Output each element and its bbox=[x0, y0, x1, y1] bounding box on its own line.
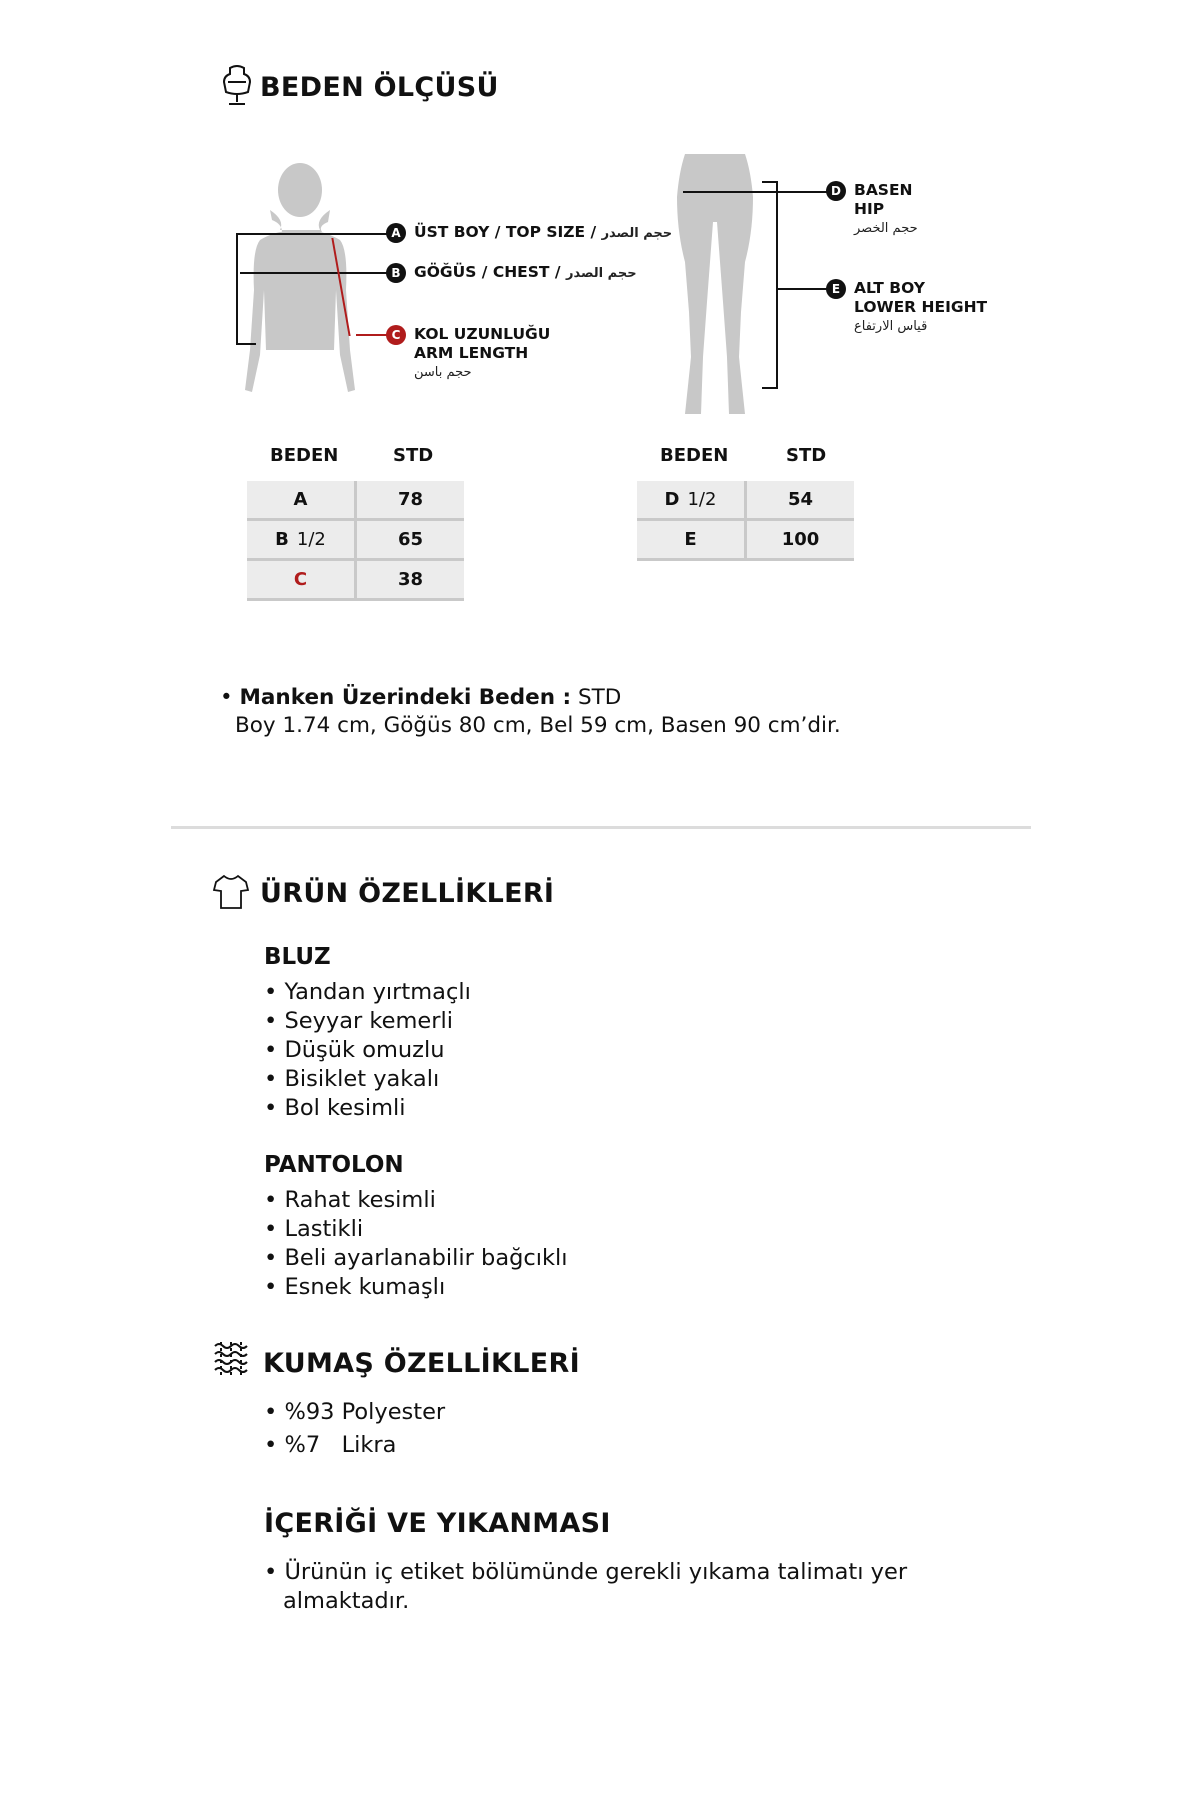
label-chest: GÖĞÜS / CHEST / حجم الصدر bbox=[414, 263, 637, 281]
badge-c: C bbox=[386, 325, 406, 345]
section-divider bbox=[171, 826, 1031, 829]
bluz-list bbox=[264, 978, 471, 1123]
list-item: • Seyyar kemerli bbox=[264, 1008, 453, 1034]
fabric-title: KUMAŞ ÖZELLİKLERİ bbox=[263, 1348, 580, 1379]
model-value: STD bbox=[571, 685, 622, 710]
product-title: ÜRÜN ÖZELLİKLERİ bbox=[260, 878, 555, 909]
line-e bbox=[776, 288, 828, 290]
badge-a: A bbox=[386, 223, 406, 243]
badge-e: E bbox=[826, 279, 846, 299]
bottom-table-size-d: D 1/2 bbox=[637, 481, 744, 518]
list-item: • Bol kesimli bbox=[264, 1095, 406, 1121]
list-item: • Rahat kesimli bbox=[264, 1187, 436, 1213]
bottom-bracket-bottom bbox=[762, 387, 778, 389]
top-table-size-c: C bbox=[247, 561, 354, 598]
list-item: • Düşük omuzlu bbox=[264, 1037, 445, 1063]
fabric-icon bbox=[213, 1340, 251, 1382]
top-table-header-beden: BEDEN bbox=[270, 445, 339, 466]
bottom-table-header-std: STD bbox=[786, 445, 827, 466]
label-hip: BASEN HIP حجم الخصر bbox=[854, 181, 918, 236]
top-table-value-b: 65 bbox=[357, 521, 464, 558]
size-chart-title: BEDEN ÖLÇÜSÜ bbox=[260, 72, 499, 103]
list-item: • %7 Likra bbox=[264, 1432, 397, 1458]
top-table-value-a: 78 bbox=[357, 481, 464, 518]
top-bracket-top bbox=[236, 233, 356, 235]
line-d bbox=[683, 191, 828, 193]
line-b bbox=[240, 272, 388, 274]
bottom-table-size-e: E bbox=[637, 521, 744, 558]
group-title-pantolon: PANTOLON bbox=[264, 1152, 404, 1178]
pantolon-list bbox=[264, 1186, 568, 1302]
top-table-header-std: STD bbox=[393, 445, 434, 466]
care-text: • Ürünün iç etiket bölümünde gerekli yıkama talimatı yer almaktadır. bbox=[264, 1559, 908, 1614]
badge-d: D bbox=[826, 181, 846, 201]
line-c-tick bbox=[356, 334, 388, 336]
label-arm-length: KOL UZUNLUĞU ARM LENGTH حجم باسن bbox=[414, 325, 551, 380]
top-table-size-b: B 1/2 bbox=[247, 521, 354, 558]
top-bracket bbox=[236, 233, 238, 345]
label-lower-height: ALT BOY LOWER HEIGHT قياس الارتفاع bbox=[854, 279, 988, 334]
badge-b: B bbox=[386, 263, 406, 283]
top-table-size-a: A bbox=[247, 481, 354, 518]
group-title-bluz: BLUZ bbox=[264, 944, 331, 970]
tshirt-icon bbox=[212, 874, 250, 914]
list-item: • Yandan yırtmaçlı bbox=[264, 979, 471, 1005]
label-top-size: ÜST BOY / TOP SIZE / حجم الصدر bbox=[414, 223, 673, 241]
model-label: Manken Üzerindeki Beden : bbox=[239, 685, 572, 710]
bottom-table-value-e: 100 bbox=[747, 521, 854, 558]
model-details: Boy 1.74 cm, Göğüs 80 cm, Bel 59 cm, Basen 90 cm’dir. bbox=[235, 713, 841, 738]
care-title: İÇERİĞİ VE YIKANMASI bbox=[264, 1508, 611, 1539]
top-silhouette bbox=[230, 160, 370, 404]
divider bbox=[354, 481, 357, 601]
top-bracket-bottom bbox=[236, 343, 256, 345]
list-item: • Lastikli bbox=[264, 1216, 364, 1242]
list-item: • Beli ayarlanabilir bağcıklı bbox=[264, 1245, 568, 1271]
bottom-bracket bbox=[776, 181, 778, 389]
fabric-list bbox=[264, 1396, 445, 1462]
bottom-table-value-d: 54 bbox=[747, 481, 854, 518]
bottom-table-header-beden: BEDEN bbox=[660, 445, 729, 466]
mannequin-icon bbox=[220, 64, 254, 112]
list-item: • Bisiklet yakalı bbox=[264, 1066, 440, 1092]
list-item: • %93 Polyester bbox=[264, 1399, 446, 1425]
top-table-value-c: 38 bbox=[357, 561, 464, 598]
line-a bbox=[356, 233, 388, 235]
model-info: • Manken Üzerindeki Beden : STD Boy 1.74 cm, Göğüs 80 cm, Bel 59 cm, Basen 90 cm’dir. bbox=[220, 685, 841, 738]
list-item: • Esnek kumaşlı bbox=[264, 1274, 446, 1300]
divider bbox=[744, 481, 747, 561]
